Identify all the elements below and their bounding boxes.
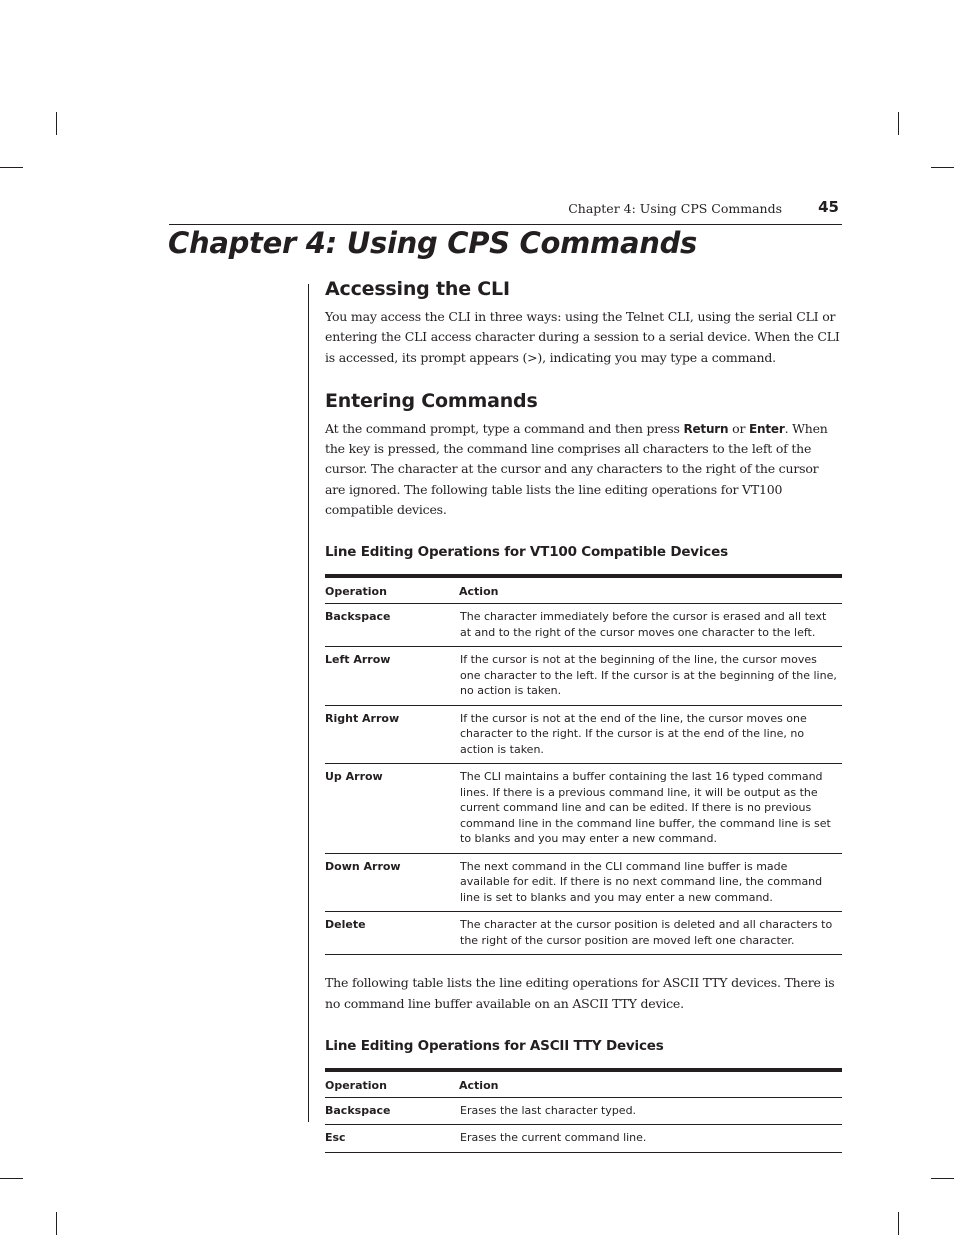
action-cell: The CLI maintains a buffer containing the last 16 typed command lines. If there is a previous command line, it will be output as the current command line and can be edited. If there is no previous command line in the command line buffer, the command line is set to blanks and you may enter a new command. <box>459 764 842 854</box>
running-header <box>169 196 842 225</box>
operation-cell: Backspace <box>325 604 459 647</box>
section-heading-accessing-cli: Accessing the CLI <box>325 278 510 300</box>
vt100-operations-table <box>325 574 842 955</box>
section-body-accessing-cli: You may access the CLI in three ways: using the Telnet CLI, using the serial CLI or entering the CLI access character during a session to a serial device. When the CLI is accessed, its prompt appears (>), indicating you may type a command. <box>325 309 840 365</box>
table-header-row <box>325 576 842 604</box>
table-title-vt100: Line Editing Operations for VT100 Compatible Devices <box>325 544 728 561</box>
crop-mark <box>56 1212 57 1235</box>
crop-mark <box>56 112 57 135</box>
table-row <box>325 764 842 854</box>
key-return: Return <box>683 421 729 436</box>
column-header-operation: Operation <box>325 576 459 604</box>
chapter-title: Chapter 4: Using CPS Commands <box>168 226 698 260</box>
running-header-text: Chapter 4: Using CPS Commands <box>568 201 782 216</box>
ascii-tty-operations-table <box>325 1068 842 1153</box>
operation-cell: Esc <box>325 1125 459 1153</box>
operation-cell: Down Arrow <box>325 853 459 912</box>
crop-mark <box>931 1178 954 1179</box>
table-row <box>325 705 842 764</box>
action-cell: Erases the last character typed. <box>459 1097 842 1125</box>
page-number: 45 <box>818 198 839 216</box>
key-enter: Enter <box>749 421 785 436</box>
table-row <box>325 1125 842 1153</box>
table-row <box>325 912 842 955</box>
crop-mark <box>898 1212 899 1235</box>
action-cell: Erases the current command line. <box>459 1125 842 1153</box>
table-row <box>325 1097 842 1125</box>
operation-cell: Right Arrow <box>325 705 459 764</box>
table-row <box>325 853 842 912</box>
side-rule <box>308 284 309 1122</box>
action-cell: The character immediately before the cursor is erased and all text at and to the right of the cursor moves one character to the left. <box>459 604 842 647</box>
body-text: At the command prompt, type a command and then press <box>325 420 684 436</box>
section-heading-entering-commands: Entering Commands <box>325 389 538 412</box>
table-title-ascii-tty: Line Editing Operations for ASCII TTY Devices <box>325 1037 664 1054</box>
crop-mark <box>0 167 23 168</box>
operation-cell: Up Arrow <box>325 764 459 854</box>
table-row <box>325 647 842 706</box>
crop-mark <box>0 1178 23 1179</box>
action-cell: The character at the cursor position is deleted and all characters to the right of the cursor position are moved left one character. <box>459 912 842 955</box>
action-cell: The next command in the CLI command line buffer is made available for edit. If there is no next command line, the command line is set to blanks and you may enter a new command. <box>459 853 842 912</box>
operation-cell: Left Arrow <box>325 647 459 706</box>
crop-mark <box>931 167 954 168</box>
column-header-action: Action <box>459 576 842 604</box>
body-text: . When the key is pressed, the command line comprises all characters to the left of the cursor. The character at the cursor and any characters to the right of the cursor are ignored. The following table lists the line editing operations for VT100 compatible devices. <box>325 420 828 518</box>
column-header-action: Action <box>459 1070 842 1098</box>
action-cell: If the cursor is not at the end of the line, the cursor moves one character to the right. If the cursor is at the end of the line, no action is taken. <box>459 705 842 764</box>
table-row <box>325 604 842 647</box>
action-cell: If the cursor is not at the beginning of the line, the cursor moves one character to the left. If the cursor is at the beginning of the line, no action is taken. <box>459 647 842 706</box>
operation-cell: Delete <box>325 912 459 955</box>
between-tables-text: The following table lists the line editing operations for ASCII TTY devices. There is no command line buffer available on an ASCII TTY device. <box>325 975 835 1011</box>
section-body-entering-commands <box>325 419 842 520</box>
table-header-row <box>325 1070 842 1098</box>
column-header-operation: Operation <box>325 1070 459 1098</box>
operation-cell: Backspace <box>325 1097 459 1125</box>
page-content <box>325 278 842 1153</box>
body-text: or <box>728 420 750 436</box>
crop-mark <box>898 112 899 135</box>
